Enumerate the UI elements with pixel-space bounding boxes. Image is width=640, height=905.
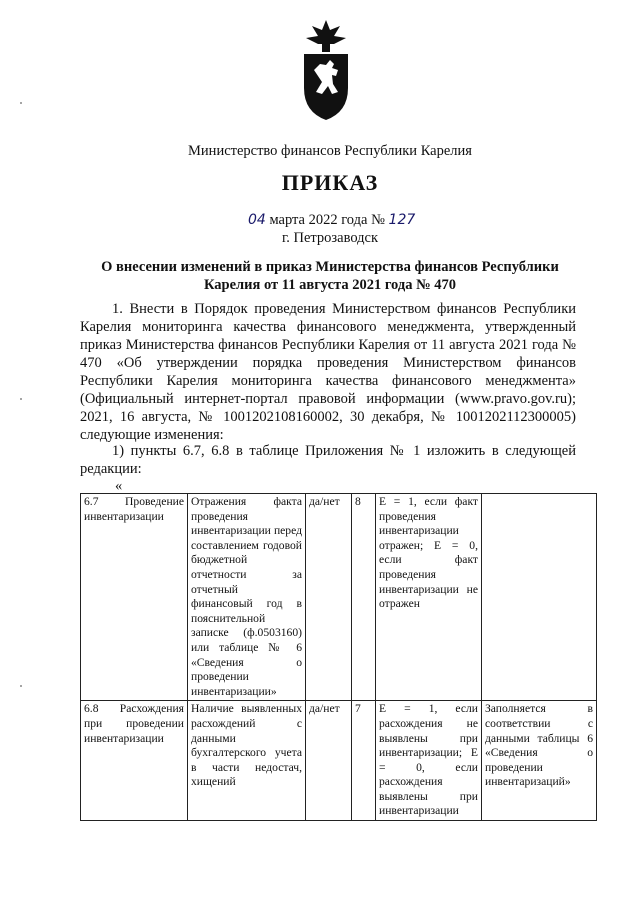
open-quote: « bbox=[115, 478, 123, 494]
indicator-table bbox=[80, 493, 597, 821]
table-cell-formula: E = 1, если расхождения не выявлены при инвентаризации; E = 0, если расхождения выявлены при инвентаризации bbox=[376, 701, 482, 821]
table-cell-unit: да/нет bbox=[306, 701, 352, 821]
table-cell-name: 6.7 Проведение инвентаризации bbox=[81, 494, 188, 701]
date-text: марта 2022 года № bbox=[269, 212, 385, 228]
document-title: ПРИКАЗ bbox=[281, 170, 379, 195]
handwritten-number: 127 bbox=[388, 212, 416, 228]
table-cell-formula: E = 1, если факт проведения инвентаризации отражен; E = 0, если факт проведения инвентаризации не отражен bbox=[376, 494, 482, 701]
paragraph-1: 1. Внести в Порядок проведения Министерством финансов Республики Карелия мониторинга качества финансового менеджмента, утвержденный приказ Министерства финансов Республики Карелия от 11 августа 2021 года № 470 «Об утверждении порядка проведения Министерством финансов Республики Карелия мониторинга качества финансового менеджмента» (Официальный интернет-портал правовой информации (www.pravo.gov.ru); 2021, 16 августа, № 1001202108160002, 30 декабря, № 1001202112300005) следующие изменения: bbox=[80, 301, 576, 443]
ministry-name: Министерство финансов Республики Карелия bbox=[188, 143, 472, 159]
scan-speck bbox=[20, 685, 22, 687]
scan-speck bbox=[20, 102, 22, 104]
date-line bbox=[248, 212, 415, 229]
table-cell-weight: 7 bbox=[352, 701, 376, 821]
table-cell-comment: Заполняется в соответствии с данными таблицы 6 «Сведения о проведении инвентаризаций» bbox=[482, 701, 597, 821]
city: г. Петрозаводск bbox=[281, 230, 379, 246]
table-cell-unit: да/нет bbox=[306, 494, 352, 701]
table-cell-description: Наличие выявленных расхождений с данными бухгалтерского учета в части недостач, хищений bbox=[188, 701, 306, 821]
table-cell-name: 6.8 Расхождения при проведении инвентаризации bbox=[81, 701, 188, 821]
table-cell-comment bbox=[482, 494, 597, 701]
order-subject: О внесении изменений в приказ Министерства финансов Республики Карелия от 11 августа 2021 года № 470 bbox=[101, 259, 559, 293]
table-row bbox=[81, 701, 597, 821]
table-row bbox=[81, 494, 597, 701]
table-cell-weight: 8 bbox=[352, 494, 376, 701]
scan-speck bbox=[20, 398, 22, 400]
karelia-coat-of-arms-icon bbox=[300, 18, 352, 122]
handwritten-day: 04 bbox=[248, 212, 266, 228]
table-cell-description: Отражения факта проведения инвентаризации перед составлением годовой бюджетной отчетности за отчетный финансовый год в пояснительной записке (ф.0503160) или таблице № 6 «Сведения о проведении инвентаризации» bbox=[188, 494, 306, 701]
item-1: 1) пункты 6.7, 6.8 в таблице Приложения № 1 изложить в следующей редакции: bbox=[80, 443, 576, 477]
